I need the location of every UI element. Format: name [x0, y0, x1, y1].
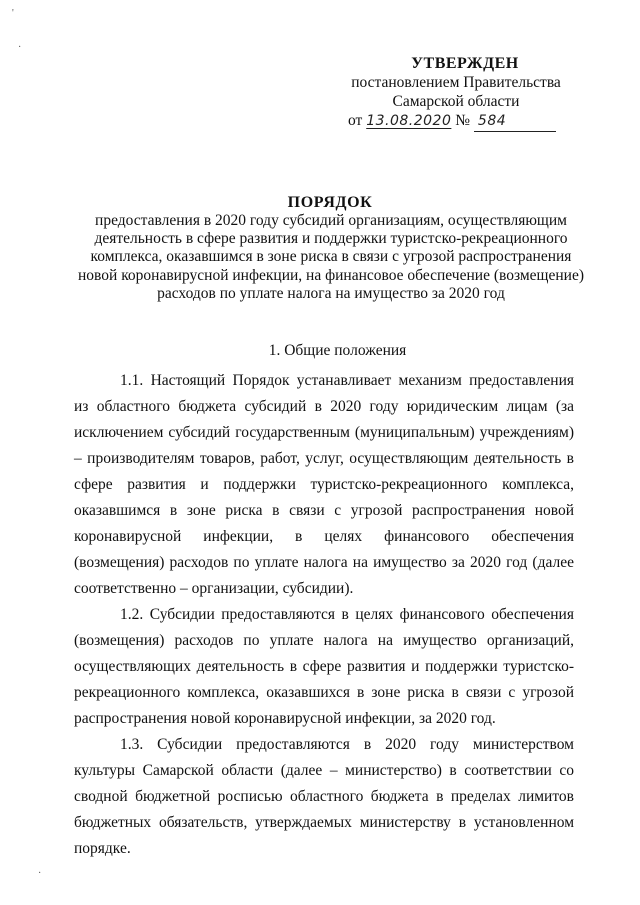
- approved-title: УТВЕРЖДЕН: [411, 55, 519, 72]
- scan-mark: ·: [18, 42, 22, 53]
- approval-line-2: Самарской области: [392, 93, 520, 110]
- number-prefix: №: [455, 112, 471, 129]
- handwritten-number: 584: [474, 112, 556, 132]
- section-body: [74, 368, 574, 862]
- paragraph-1-1: 1.1. Настоящий Порядок устанавливает механизм предоставления из областного бюджета субсидий в 2020 году юридическим лицам (за исключением субсидий государственным (муниципальным) учреждениям) – производителям товаров, работ, услуг, осуществляющим деятельность в сфере развития и поддержки туристско-рекреационного комплекса, оказавшимся в зоне риска в связи с угрозой распространения новой коронавирусной инфекции, в целях финансового обеспечения (возмещения) расходов по уплате налога на имущество за 2020 год (далее соответственно – организации, субсидии).: [74, 372, 574, 597]
- section-heading: 1. Общие положения: [268, 342, 407, 359]
- handwritten-date: 13.08.2020: [366, 113, 452, 129]
- document-subtitle: предоставления в 2020 году субсидий организациям, осуществляющим деятельность в сфере развития и поддержки туристско-рекреационного комплекса, оказавшимся в зоне риска в связи с угрозой распространения новой коронавирусной инфекции, на финансовое обеспечение (возмещение) расходов по уплате налога на имущество за 2020 год: [78, 212, 584, 302]
- paragraph-1-3: 1.3. Субсидии предоставляются в 2020 году министерством культуры Самарской области (далее – министерство) в соответствии со сводной бюджетной росписью областного бюджета в пределах лимитов бюджетных обязательств, утверждаемых министерству в установленном порядке.: [74, 736, 574, 857]
- paragraph-1-2: 1.2. Субсидии предоставляются в целях финансового обеспечения (возмещения) расходов по уплате налога на имущество организаций, осуществляющих деятельность в сфере развития и поддержки туристско-рекреационного комплекса, оказавшихся в зоне риска в связи с угрозой распространения новой коронавирусной инфекции, за 2020 год.: [74, 606, 574, 727]
- approval-date-line: [336, 111, 576, 132]
- scan-mark: ·: [38, 868, 42, 879]
- document-title: ПОРЯДОК: [287, 194, 373, 211]
- scan-mark: ': [12, 8, 14, 19]
- date-prefix: от: [348, 112, 363, 129]
- approval-line-1: постановлением Правительства: [351, 74, 561, 91]
- approval-stamp: [336, 54, 576, 132]
